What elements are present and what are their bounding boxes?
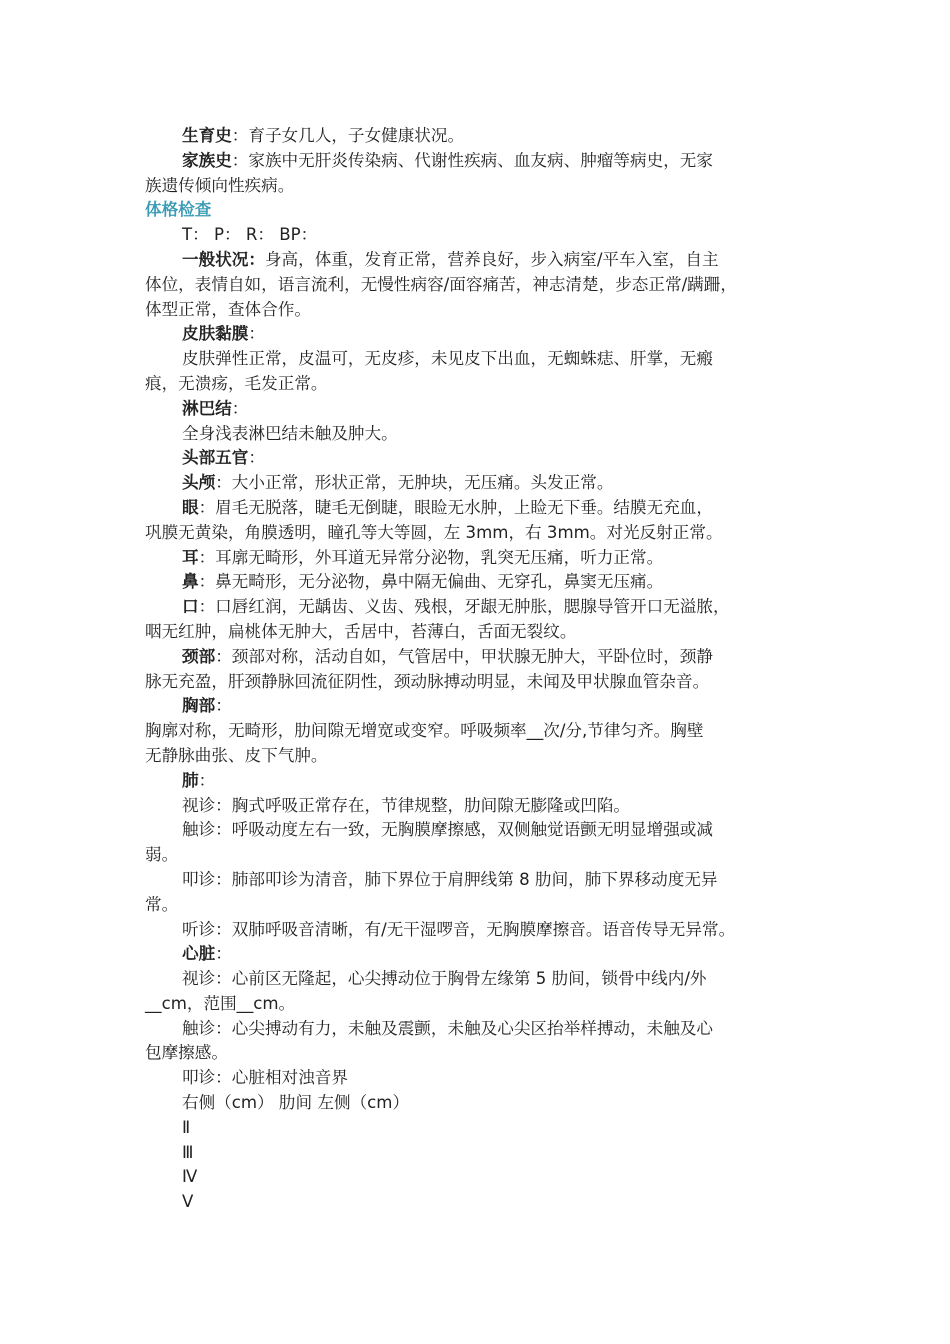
- lung-colon: ：: [198, 770, 216, 790]
- lung-heading: [145, 769, 820, 794]
- head-colon: ：: [248, 448, 265, 468]
- family-history-label: 家族史: [182, 150, 232, 170]
- skin-heading: [145, 322, 820, 347]
- chest-label: 胸部: [182, 696, 216, 716]
- mouth-label: 口: [182, 597, 199, 617]
- general-line: [145, 248, 820, 273]
- section-heading: 体格检查: [145, 200, 212, 220]
- skull-text: ：大小正常，形状正常，无肿块，无压痛。头发正常。: [215, 473, 614, 493]
- lymph-line: 全身浅表淋巴结未触及肿大。: [182, 423, 398, 443]
- lymph-label: 淋巴结: [182, 398, 232, 418]
- nose-line: [145, 570, 820, 595]
- heart-palpation: 触诊：心尖搏动有力，未触及震颤，未触及心尖区抬举样搏动，未触及心: [182, 1018, 713, 1038]
- document-body: [145, 124, 820, 1215]
- birth-history-text: ：育子女几人，子女健康状况。: [231, 126, 465, 145]
- neck-text: ：颈部对称，活动自如，气管居中，甲状腺无肿大，平卧位时，颈静: [215, 646, 713, 666]
- lymph-colon: ：: [231, 398, 249, 418]
- eye-text: ：眉毛无脱落，睫毛无倒睫，眼睑无水肿，上睑无下垂。结膜无充血，: [198, 497, 713, 517]
- general-line-3: 体型正常，查体合作。: [145, 299, 311, 319]
- chest-line-2: 无静脉曲张、皮下气肿。: [145, 745, 328, 765]
- skull-label: 头颅: [182, 473, 216, 493]
- mouth-line: [145, 595, 820, 620]
- heart-inspection: 视诊：心前区无隆起，心尖搏动位于胸骨左缘第 5 肋间，锁骨中线内/外: [182, 969, 707, 989]
- skull-line: [145, 471, 820, 496]
- heart-inspection-2: __cm，范围__cm。: [145, 993, 296, 1013]
- chest-line: 胸廓对称，无畸形，肋间隙无增宽或变窄。呼吸频率__次/分,节律匀齐。胸壁: [145, 721, 704, 741]
- mouth-text: ：口唇红润，无龋齿、义齿、残根，牙龈无肿胀，腮腺导管开口无溢脓，: [198, 597, 730, 617]
- heart-palpation-2: 包摩擦感。: [145, 1043, 228, 1063]
- dullness-row: Ⅱ: [182, 1117, 191, 1137]
- lung-label: 肺: [182, 770, 199, 790]
- heart-colon: ：: [215, 944, 232, 964]
- lymph-heading: [145, 397, 820, 422]
- lung-auscultation: 听诊：双肺呼吸音清晰，有/无干湿啰音，无胸膜摩擦音。语音传导无异常。: [182, 919, 736, 939]
- chest-colon: ：: [215, 696, 232, 716]
- nose-text: ：鼻无畸形，无分泌物，鼻中隔无偏曲、无穿孔，鼻窦无压痛。: [198, 572, 664, 592]
- neck-label: 颈部: [182, 646, 216, 666]
- lung-inspection: 视诊：胸式呼吸正常存在，节律规整，肋间隙无膨隆或凹陷。: [182, 795, 631, 815]
- skin-colon: ：: [248, 324, 265, 344]
- ear-line: [145, 546, 820, 571]
- skin-label: 皮肤黏膜: [182, 324, 249, 344]
- heart-heading: [145, 942, 820, 967]
- lung-palpation: 触诊：呼吸动度左右一致，无胸膜摩擦感，双侧触觉语颤无明显增强或减: [182, 820, 713, 840]
- birth-history-line: [145, 124, 820, 149]
- nose-label: 鼻: [182, 572, 199, 592]
- heart-label: 心脏: [182, 944, 216, 964]
- neck-line: [145, 645, 820, 670]
- lung-percussion-2: 常。: [145, 894, 179, 914]
- lung-palpation-2: 弱。: [145, 845, 179, 865]
- skin-line: 皮肤弹性正常，皮温可，无皮疹，未见皮下出血，无蜘蛛痣、肝掌，无瘢: [182, 349, 713, 369]
- dullness-row: Ⅴ: [182, 1192, 194, 1212]
- eye-line-2: 巩膜无黄染，角膜透明，瞳孔等大等圆，左 3mm，右 3mm。对光反射正常。: [145, 522, 723, 542]
- heart-percussion: 叩诊：心脏相对浊音界: [182, 1068, 348, 1088]
- head-label: 头部五官: [182, 448, 249, 468]
- birth-history-label: 生育史: [182, 126, 232, 145]
- general-text: 身高，体重，发育正常，营养良好，步入病室/平车入室，自主: [264, 249, 719, 269]
- lung-percussion: 叩诊：肺部叩诊为清音，肺下界位于肩胛线第 8 肋间，肺下界移动度无异: [182, 869, 718, 889]
- dullness-row: Ⅳ: [182, 1167, 198, 1187]
- family-history-text: ：家族中无肝炎传染病、代谢性疾病、血友病、肿瘤等病史，无家: [231, 150, 713, 170]
- dullness-table-header: 右侧（cm） 肋间 左侧（cm）: [182, 1093, 410, 1113]
- family-history-line: [145, 149, 820, 174]
- dullness-row: Ⅲ: [182, 1142, 194, 1162]
- general-line-2: 体位，表情自如，语言流利，无慢性病容/面容痛苦，神志清楚，步态正常/蹒跚，: [145, 274, 737, 294]
- head-heading: [145, 446, 820, 471]
- ear-text: ：耳廓无畸形，外耳道无异常分泌物，乳突无压痛，听力正常。: [198, 547, 664, 567]
- mouth-line-2: 咽无红肿，扁桃体无肿大，舌居中，苔薄白，舌面无裂纹。: [145, 621, 577, 641]
- neck-line-2: 脉无充盈，肝颈静脉回流征阴性，颈动脉搏动明显，未闻及甲状腺血管杂音。: [145, 671, 710, 691]
- chest-heading: [145, 694, 820, 719]
- family-history-line-2: 族遗传倾向性疾病。: [145, 175, 295, 195]
- eye-line: [145, 496, 820, 521]
- ear-label: 耳: [182, 547, 199, 567]
- vitals-line: T： P： R： BP：: [182, 225, 318, 245]
- skin-line-2: 痕，无溃疡，毛发正常。: [145, 373, 328, 393]
- general-label: 一般状况：: [182, 249, 265, 269]
- eye-label: 眼: [182, 497, 199, 517]
